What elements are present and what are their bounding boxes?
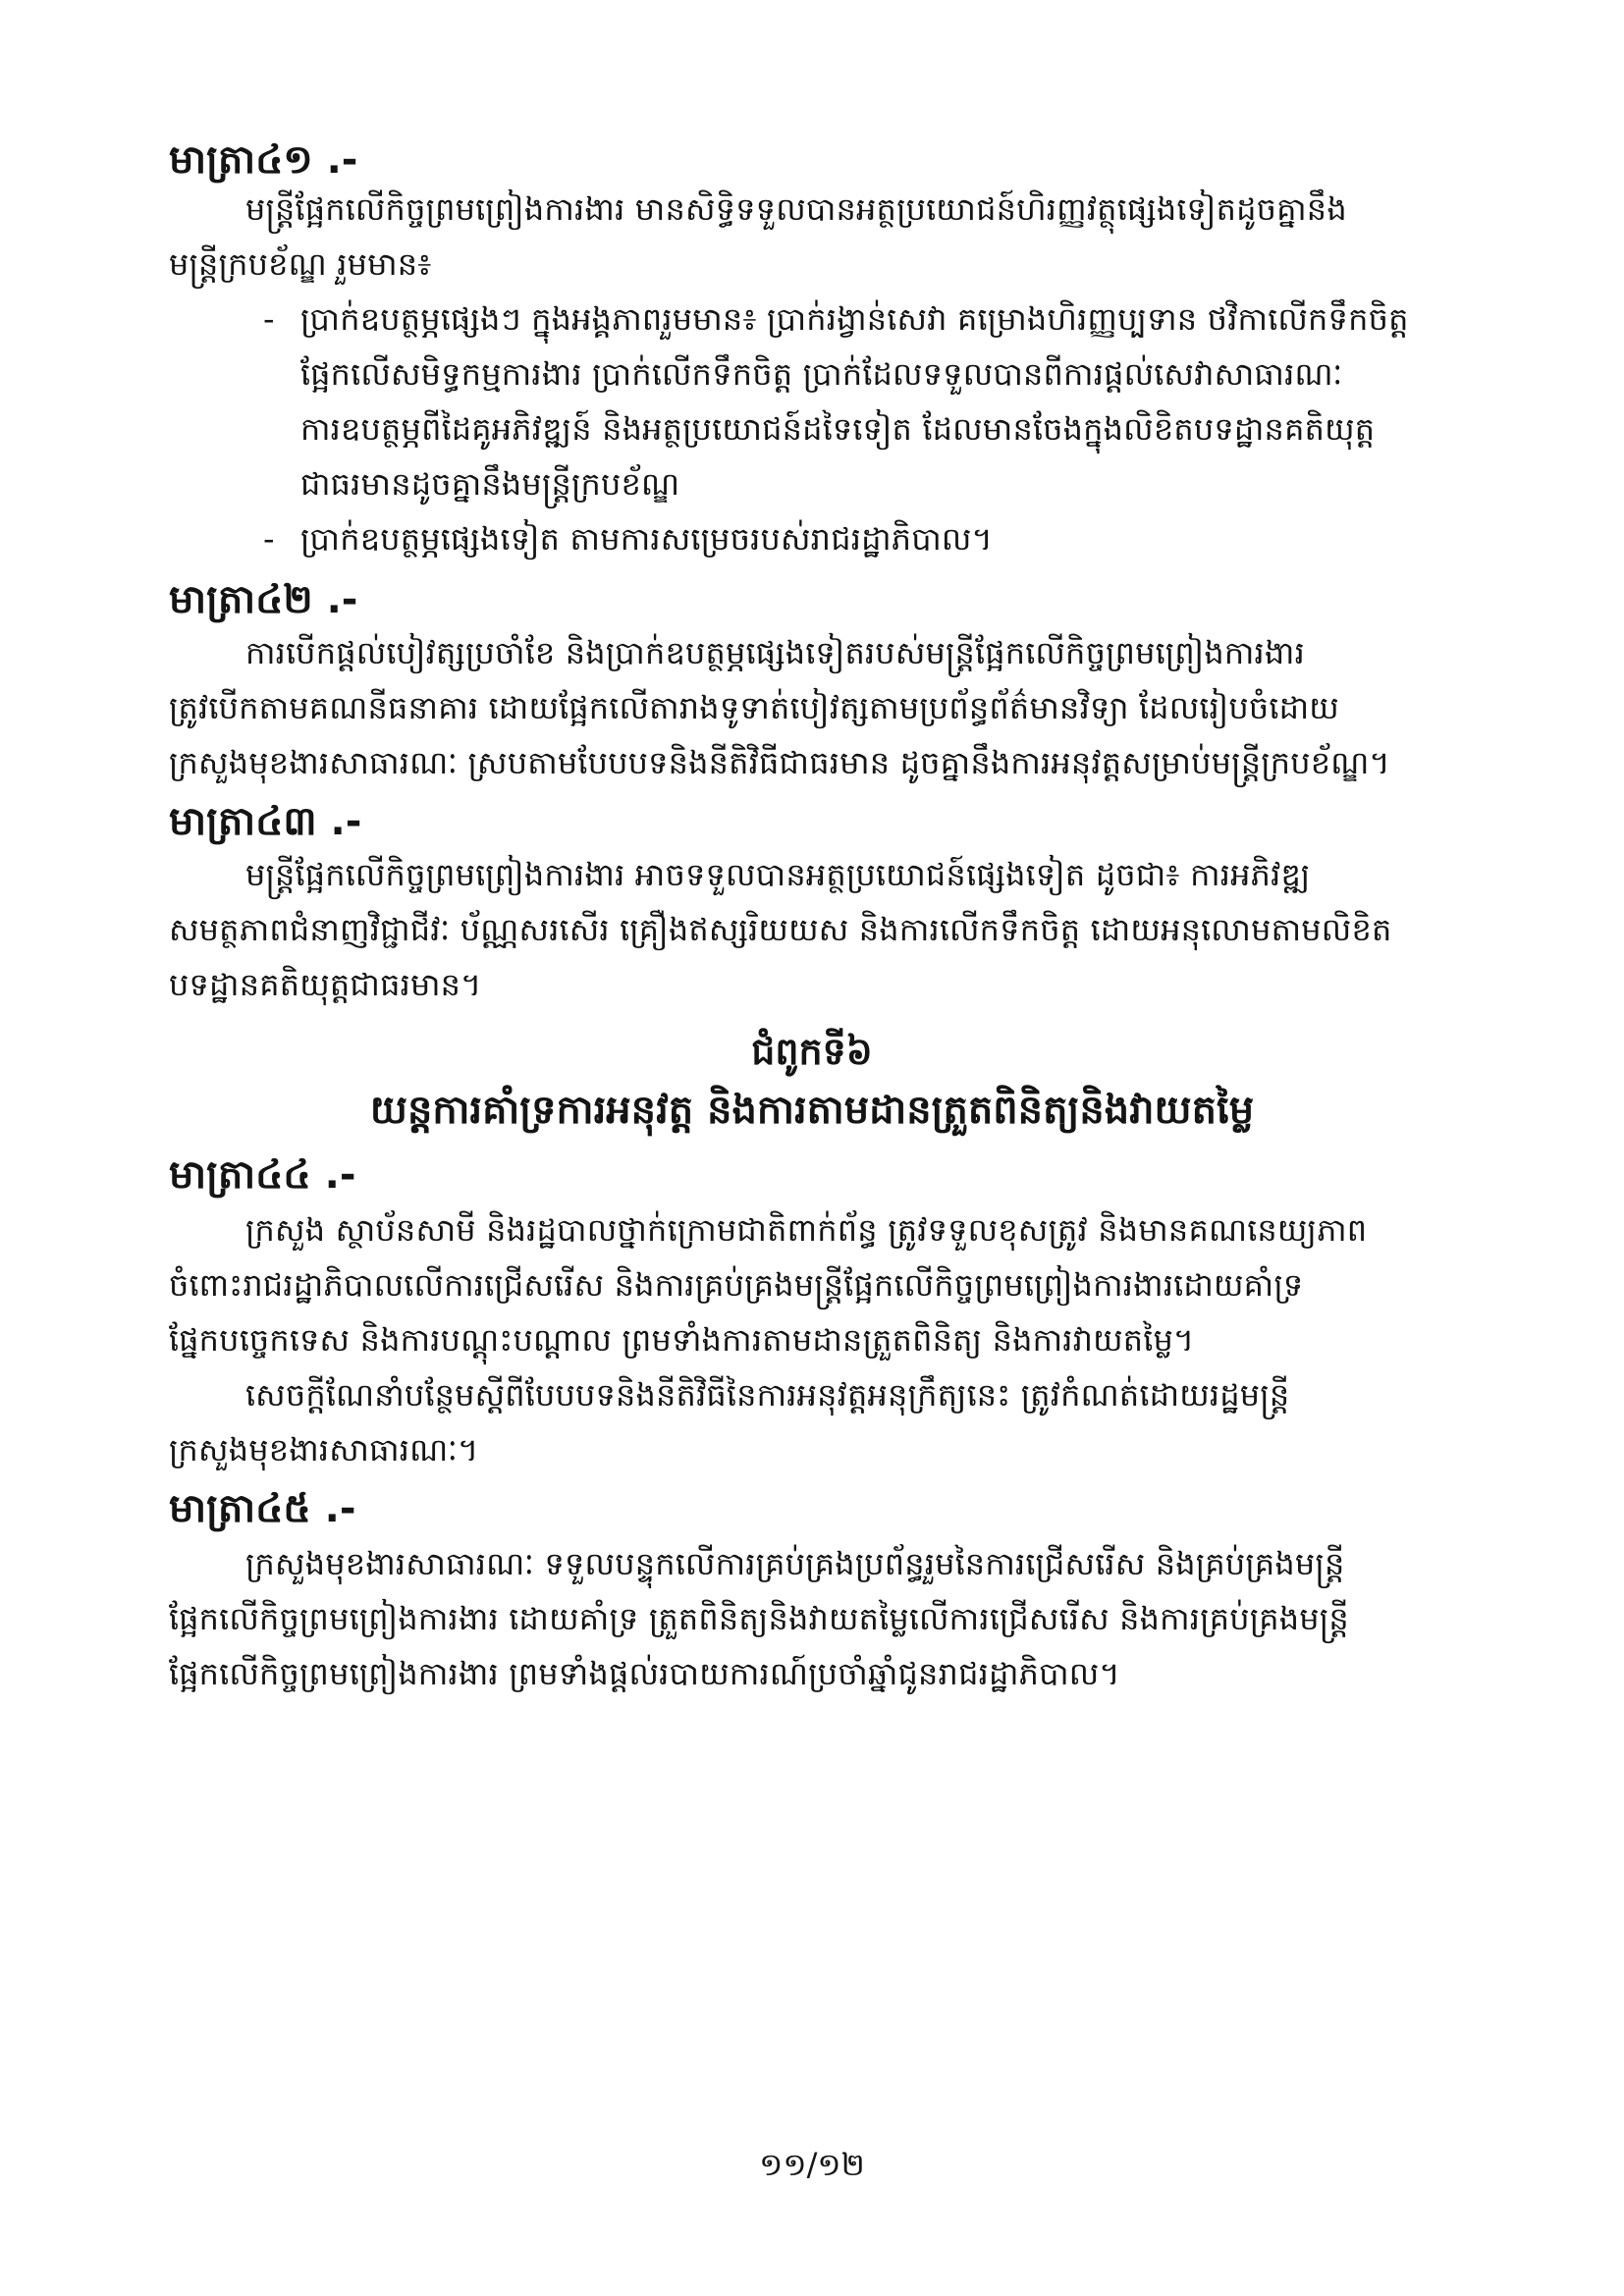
bullet-2-line-1: ប្រាក់ឧបត្ថម្ភផ្សេងទៀត តាមការសម្រេចរបស់រាជរដ្ឋាភិបាល។ [300,520,993,558]
article-45-line-1: ក្រសួងមុខងារសាធារណៈ ទទួលបន្ទុកលើការគ្រប់គ្រងប្រព័ន្ធរួមនៃការជ្រើសរើស និងគ្រប់គ្រងមន្ត្រី [245,1545,1345,1582]
article-44-line-2: ចំពោះរាជរដ្ឋាភិបាលលើការជ្រើសរើស និងការគ្រប់គ្រងមន្ត្រីផ្អែកលើកិច្ចព្រមព្រៀងការងារដោយគាំទ្រ [169,1266,1304,1304]
bullet-1-line-1: ប្រាក់ឧបត្ថម្ភផ្សេងៗ ក្នុងអង្គភាពរួមមាន៖ ប្រាក់រង្វាន់សេវា គម្រោងហិរញ្ញប្បទាន ថវិកាលើកទឹកចិត្ត [300,300,1409,338]
article-44-heading: មាត្រា៤៤ .- [169,1152,356,1198]
article-44-para2-line-2: ក្រសួងមុខងារសាធារណៈ។ [169,1431,479,1468]
article-43-line-1: មន្ត្រីផ្អែកលើកិច្ចព្រមព្រៀងការងារ អាចទទួលបានអត្ថប្រយោជន៍ផ្សេងទៀត ដូចជា៖ ការអភិវឌ្ឍ [245,856,1311,893]
chapter-title: យន្តការគាំទ្រការអនុវត្ត និងការតាមដានត្រួតពិនិត្យនិងវាយតម្លៃ [369,1088,1255,1133]
bullet-dash: - [263,520,275,558]
article-42-line-3: ក្រសួងមុខងារសាធារណៈ ស្របតាមបែបបទនិងនីតិវិធីជាធរមាន ដូចគ្នានឹងការអនុវត្តសម្រាប់មន្ត្រីក្របខ័ណ្ឌ។ [169,744,1390,781]
article-43-heading: មាត្រា៤៣ .- [169,799,362,844]
article-44-para2-line-1: សេចក្ដីណែនាំបន្ថែមស្ដីពីបែបបទនិងនីតិវិធីនៃការអនុវត្តអនុក្រឹត្យនេះ ត្រូវកំណត់ដោយរដ្ឋមន្ត្រី [245,1376,1290,1414]
article-44-line-3: ផ្នែកបច្ចេកទេស និងការបណ្តុះបណ្តាល ព្រមទាំងការតាមដានត្រួតពិនិត្យ និងការវាយតម្លៃ។ [169,1321,1195,1359]
bullet-1-line-3: ការឧបត្ថម្ភពីដៃគូអភិវឌ្ឍន៍ និងអត្ថប្រយោជន៍ដទៃទៀត ដែលមានចែងក្នុងលិខិតបទដ្ឋានគតិយុត្ត [300,410,1376,448]
bullet-dash: - [263,300,275,338]
article-41-heading: មាត្រា៤១ .- [169,137,358,183]
chapter-number: ជំពូកទី៦ [751,1030,873,1073]
article-45-line-2: ផ្អែកលើកិច្ចព្រមព្រៀងការងារ ដោយគាំទ្រ ត្រួតពិនិត្យនិងវាយតម្លៃលើការជ្រើសរើស និងការគ្រប់គ្រងមន្ត្រី [169,1600,1349,1637]
bullet-1-line-2: ផ្អែកលើសមិទ្ធកម្មការងារ ប្រាក់លើកទឹកចិត្ត ប្រាក់ដែលទទួលបានពីការផ្ដល់សេវាសាធារណៈ [300,355,1343,393]
article-42-line-2: ត្រូវបើកតាមគណនីធនាគារ ដោយផ្អែកលើតារាងទូទាត់បៀវត្សតាមប្រព័ន្ធព័ត៌មានវិទ្យា ដែលរៀបចំដោយ [169,689,1339,726]
article-45-line-3: ផ្អែកលើកិច្ចព្រមព្រៀងការងារ ព្រមទាំងផ្ដល់របាយការណ៍ប្រចាំឆ្នាំជូនរាជរដ្ឋាភិបាល។ [169,1655,1120,1692]
article-42-line-1: ការបើកផ្ដល់បៀវត្សប្រចាំខែ និងប្រាក់ឧបត្ថម្ភផ្សេងទៀតរបស់មន្ត្រីផ្អែកលើកិច្ចព្រមព្រៀងការងារ [245,634,1305,671]
article-43-line-2: សមត្ថភាពជំនាញវិជ្ជាជីវៈ ប័ណ្ណសរសើរ គ្រឿងឥស្សរិយយស និងការលើកទឹកចិត្ត ដោយអនុលោមតាមលិខិត [169,911,1392,948]
article-41-line-2: មន្ត្រីក្របខ័ណ្ឌ រួមមាន៖ [169,245,432,283]
article-45-heading: មាត្រា៤៥ .- [169,1486,356,1531]
article-43-line-3: បទដ្ឋានគតិយុត្តជាធរមាន។ [169,966,482,1003]
article-41-line-1: មន្ត្រីផ្អែកលើកិច្ចព្រមព្រៀងការងារ មានសិទ្ធិទទួលបានអត្ថប្រយោជន៍ហិរញ្ញវត្ថុផ្សេងទៀតដូចគ្នានឹង [245,190,1347,228]
page-number: ១១/១២ [759,2146,865,2183]
article-42-heading: មាត្រា៤២ .- [169,577,358,622]
article-44-line-1: ក្រសួង ស្ថាប័នសាមី និងរដ្ឋបាលថ្នាក់ក្រោមជាតិពាក់ព័ន្ធ ត្រូវទទួលខុសត្រូវ និងមានគណនេយ្យភាព [245,1211,1368,1249]
bullet-1-line-4: ជាធរមានដូចគ្នានឹងមន្ត្រីក្របខ័ណ្ឌ [300,465,680,503]
